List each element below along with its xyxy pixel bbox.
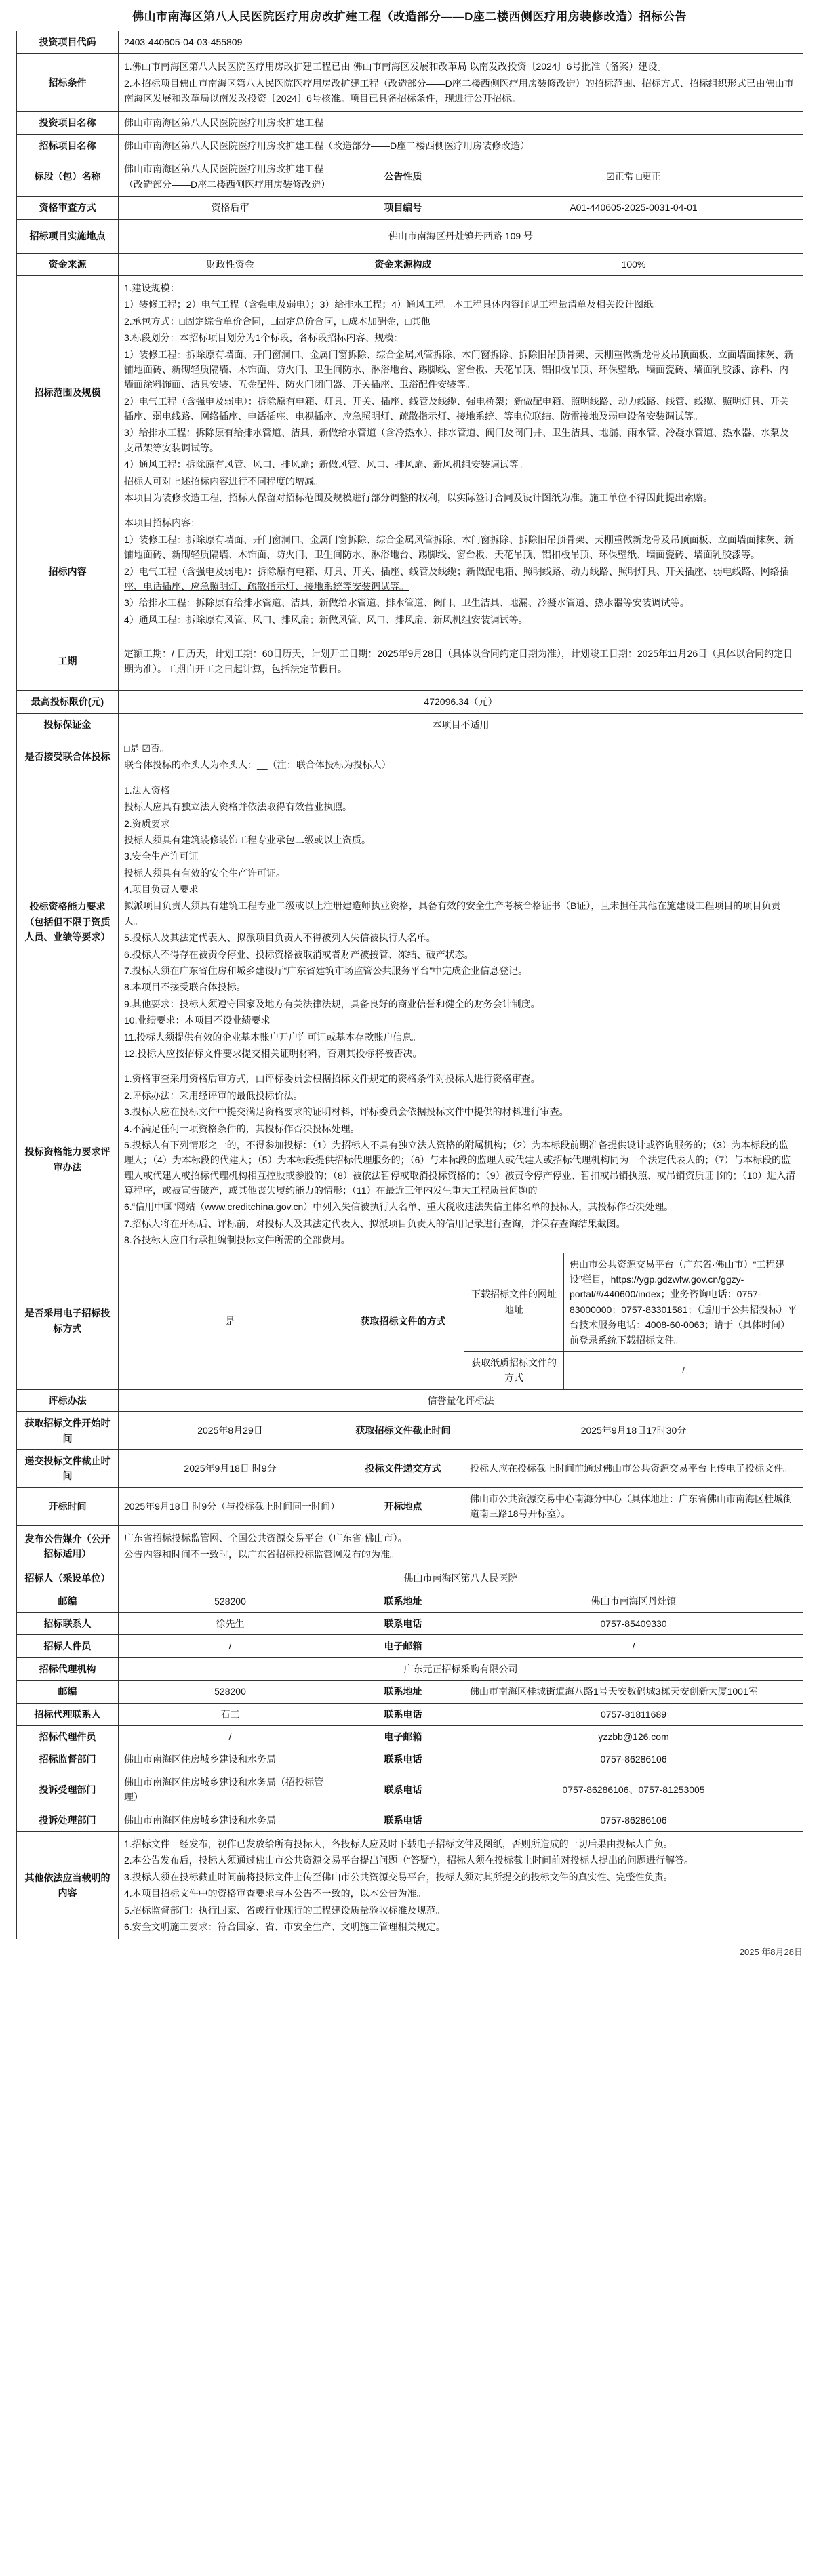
label-agency-person: 招标代理件员 (17, 1726, 119, 1748)
qualification-line: 6.投标人不得存在被责令停业、投标资格被取消或者财产被接管、冻结、破产状态。 (124, 948, 474, 960)
condition-line: 2.本招标项目佛山市南海区第八人民医院医疗用房改扩建工程（改造部分——D座二楼西侧医疗用房装修改造）的招标范围、招标方式、招标组织形式已由佛山市南海区发展和改革局以南发改投资〔2024〕6号核准。项目已具备招标条件，现进行公开招标。 (124, 77, 794, 104)
label-agency-contact: 招标代理联系人 (17, 1703, 119, 1725)
value-download-url[interactable]: 佛山市公共资源交易平台（广东省·佛山市）“工程建设”栏目，https://ygp.gdzwfw.gov.cn/ggzy-portal/#/440600/index；业务咨询电话：0757-83000000；0757-83301581；（适用于公共招投标）平台技术服务电话：4008-60-0063；请于（具体时间）前登录系统下载招标文件。 (570, 1258, 797, 1346)
row-tenderer (17, 1567, 803, 1590)
row-agency-address (17, 1681, 803, 1703)
requirement-line: 2.评标办法：采用经评审的最低投标价法。 (124, 1089, 303, 1101)
label-submit-method: 投标文件递交方式 (342, 1449, 464, 1487)
content-line: 1）装修工程：拆除原有墙面、开门窗洞口、金属门窗拆除、综合金属风管拆除、木门窗拆除、拆除旧吊顶骨架、天棚重做新龙骨及吊顶面板、立面墙面抹灰、新铺地面砖、新砌轻质隔墙、木饰面、防火门、卫生间防水、淋浴地台、踢脚线、窗台板、天花吊顶、铝扣板吊顶、环保壁纸、墙面瓷砖、墙面乳胶漆等。 (124, 534, 794, 561)
label-time-end: 获取招标文件截止时间 (342, 1412, 464, 1450)
download-subtable (464, 1253, 803, 1351)
label-complaint: 投诉受理部门 (17, 1771, 119, 1809)
requirement-line: 4.不满足任何一项资格条件的，其投标作否决投标处理。 (124, 1123, 360, 1134)
value-tenderer: 佛山市南海区第八人民医院 (119, 1567, 803, 1590)
qualification-line: 9.其他要求：投标人须遵守国家及地方有关法律法规，具备良好的商业信誉和健全的财务会计制度。 (124, 998, 540, 1009)
note-line: 2.本公告发布后，投标人须通过佛山市公共资源交易平台提出问题（“答疑”），招标人须在投标截止时间前对投标人提出的问题进行解答。 (124, 1855, 694, 1866)
value-tenderer-person: / (119, 1635, 342, 1657)
row-content (17, 510, 803, 632)
consortium-line: 联合体投标的牵头人为牵头人：__（注：联合体投标为投标人） (124, 759, 391, 771)
value-agency-postcode: 528200 (119, 1681, 342, 1703)
requirement-line: 1.资格审查采用资格后审方式，由评标委员会根据招标文件规定的资格条件对投标人进行资格审查。 (124, 1073, 540, 1085)
qualification-line: 4.项目负责人要求 (124, 884, 199, 895)
label-media: 发布公告媒介（公开招标适用） (17, 1525, 119, 1567)
qualification-line: 拟派项目负责人须具有建筑工程专业二级或以上注册建造师执业资格，具备有效的安全生产考核合格证书（B证），且未担任其他在施建设工程项目的项目负责人。 (124, 900, 781, 927)
row-tenderer-contact (17, 1613, 803, 1635)
value-agency-person: / (119, 1726, 342, 1748)
label-tenderer-phone: 联系电话 (342, 1613, 464, 1635)
consortium-line: □是 ☑否。 (124, 742, 169, 754)
label-tenderer-contact: 招标联系人 (17, 1613, 119, 1635)
row-tenderer-address (17, 1590, 803, 1612)
label-complaint-phone: 联系电话 (342, 1771, 464, 1809)
value-supervise: 佛山市南海区住房城乡建设和水务局 (119, 1748, 342, 1771)
requirement-line: 7.招标人将在开标后、评标前，对投标人及其法定代表人、拟派项目负责人的信用记录进行查询，并保存查询结果截图。 (124, 1217, 626, 1229)
label-location: 招标项目实施地点 (17, 219, 119, 253)
note-line: 1.招标文件一经发布，视作已发放给所有投标人，各投标人应及时下载电子招标文件及图纸，否则所造成的一切后果由投标人自负。 (124, 1838, 673, 1849)
row-agency-contact (17, 1703, 803, 1725)
value-complaint-phone: 0757-86286106、0757-81253005 (464, 1771, 803, 1809)
label-e-bid: 是否采用电子招标投标方式 (17, 1253, 119, 1389)
scope-line: 1）装修工程：拆除原有墙面、开门窗洞口、金属门窗拆除、综合金属风管拆除、木门窗拆除、拆除旧吊顶骨架、天棚重做新龙骨及吊顶面板、立面墙面抹灰、新铺地面砖、新砌轻质隔墙、木饰面、防火门、卫生间防水、淋浴地台、踢脚线、窗台板、天花吊顶、铝扣板吊顶、环保壁纸、墙面瓷砖、墙面乳胶漆、涂料、内墙面涂料饰面、洁具安装、五金配件、防火门闭门器、开关插座、卫浴配件安装等。 (124, 348, 794, 390)
qualification-line: 10.业绩要求：本项目不设业绩要求。 (124, 1015, 280, 1026)
qualification-line: 7.投标人须在广东省住房和城乡建设厅“广东省建筑市场监管公共服务平台”中完成企业信息登记。 (124, 965, 527, 977)
label-handle: 投诉处理部门 (17, 1809, 119, 1831)
scope-line: 4）通风工程：拆除原有风管、风口、排风扇；新做风管、风口、排风扇、新风机组安装调试等。 (124, 459, 528, 470)
label-tenderer-postcode: 邮编 (17, 1590, 119, 1612)
value-other-requirements (119, 1066, 803, 1253)
qualification-line: 8.本项目不接受联合体投标。 (124, 982, 246, 993)
requirement-line: 6.“信用中国”网站（www.creditchina.gov.cn）中列入失信被执行人名单、重大税收违法失信主体名单的投标人，其投标作否决处理。 (124, 1201, 674, 1213)
label-download-url: 下载招标文件的网址地址 (464, 1253, 564, 1351)
value-opening: 2025年9月18日 时9分（与投标截止时间同一时间） (119, 1487, 342, 1525)
label-consortium: 是否接受联合体投标 (17, 736, 119, 778)
label-agency: 招标代理机构 (17, 1657, 119, 1680)
value-location: 佛山市南海区丹灶镇丹西路 109 号 (119, 219, 803, 253)
label-scope: 招标范围及规模 (17, 275, 119, 510)
value-tenderer-postcode: 528200 (119, 1590, 342, 1612)
scope-line: 招标人可对上述招标内容进行不同程度的增减。 (124, 475, 323, 487)
scope-line: 1.建设规模： (124, 282, 180, 294)
row-duration (17, 632, 803, 691)
scope-line: 2）电气工程（含强电及弱电）：拆除原有电箱、灯具、开关、插座、线管及线缆、强电桥架；新做配电箱、照明线路、动力线路、线管、线缆、照明灯具、开关插座、弱电线路、网络插座、电话插座、电视插座、应急照明灯、疏散指示灯、接地系统、等电位联结、防雷接地及弱电设备安装调试等。 (124, 395, 789, 422)
download-cell (464, 1253, 803, 1351)
label-paper-file: 获取纸质招标文件的方式 (464, 1352, 564, 1389)
label-agency-email: 电子邮箱 (342, 1726, 464, 1748)
scope-line: 3）给排水工程：拆除原有给排水管道、洁具，新做给水管道（含冷热水）、排水管道、阀门及阀门井、卫生洁具、地漏、雨水管、冷凝水管道、热水器、水泵及支吊架等安装调试等。 (124, 427, 789, 454)
value-supervise-phone: 0757-86286106 (464, 1748, 803, 1771)
label-funding: 资金来源 (17, 253, 119, 275)
qualification-line: 1.法人资格 (124, 784, 170, 796)
label-opening: 开标时间 (17, 1487, 119, 1525)
label-nature: 公告性质 (342, 157, 464, 197)
row-media (17, 1525, 803, 1567)
value-duration: 定额工期：/ 日历天，计划工期：60日历天，计划开工日期：2025年9月28日（具体以合同约定日期为准），计划竣工日期：2025年11月26日（具体以合同约定日期为准）。工期自开工之日起计算，包括法定节假日。 (119, 632, 803, 691)
announcement-date: 2025 年8月28日 (739, 1947, 803, 1958)
label-agency-address: 联系地址 (342, 1681, 464, 1703)
label-tenderer-person: 招标人件员 (17, 1635, 119, 1657)
value-handle-phone: 0757-86286106 (464, 1809, 803, 1831)
value-project-code: 2403-440605-04-03-455809 (119, 31, 803, 54)
media-line: 公告内容和时间不一致时，以广东省招标投标监管网发布的为准。 (124, 1548, 399, 1560)
qualification-line: 投标人须具有有效的安全生产许可证。 (124, 867, 285, 879)
label-max-price: 最高投标限价(元) (17, 691, 119, 713)
label-duration: 工期 (17, 632, 119, 691)
value-bid-project-name: 佛山市南海区第八人民医院医疗用房改扩建工程（改造部分——D座二楼西侧医疗用房装修改造） (119, 134, 803, 157)
scope-line: 2.承包方式：□固定综合单价合同，□固定总价合同，□成本加酬金，□其他 (124, 315, 431, 327)
requirement-line: 8.各投标人应自行承担编制投标文件所需的全部费用。 (124, 1234, 351, 1246)
value-agency-address: 佛山市南海区桂城街道海八路1号天安数码城3栋天安创新大厦1001室 (464, 1681, 803, 1703)
label-project-name: 投资项目名称 (17, 112, 119, 134)
value-method: 资格后审 (119, 197, 342, 219)
label-file-method: 获取招标文件的方式 (342, 1253, 464, 1389)
value-complaint: 佛山市南海区住房城乡建设和水务局（招投标管理） (119, 1771, 342, 1809)
value-scope (119, 275, 803, 510)
label-other-requirements: 投标资格能力要求评审办法 (17, 1066, 119, 1253)
value-handle: 佛山市南海区住房城乡建设和水务局 (119, 1809, 342, 1831)
label-supervise: 招标监督部门 (17, 1748, 119, 1771)
row-complaint (17, 1771, 803, 1809)
value-nature: ☑正常 □更正 (464, 157, 803, 197)
row-handle (17, 1809, 803, 1831)
value-opening-place: 佛山市公共资源交易中心南海分中心（具体地址：广东省佛山市南海区桂城街道南三路18号开标室）。 (464, 1487, 803, 1525)
label-review-method: 评标办法 (17, 1389, 119, 1411)
label-tenderer: 招标人（采设单位） (17, 1567, 119, 1590)
content-line: 2）电气工程（含强电及弱电）：拆除原有电箱、灯具、开关、插座、线管及线缆；新做配电箱、照明线路、动力线路、照明灯具、开关插座、弱电线路、网络插座、电话插座、应急照明灯、疏散指示灯、接地系统等安装调试等。 (124, 565, 789, 592)
value-notes (119, 1831, 803, 1939)
row-consortium (17, 736, 803, 778)
media-line: 广东省招标投标监管网、全国公共资源交易平台（广东省·佛山市）。 (124, 1532, 407, 1544)
label-method: 资格审查方式 (17, 197, 119, 219)
row-bid-deadline (17, 1449, 803, 1487)
row-other-requirements (17, 1066, 803, 1253)
requirement-line: 3.投标人应在投标文件中提交满足资格要求的证明材料，评标委员会依据投标文件中提供的材料进行审查。 (124, 1106, 569, 1118)
scope-line: 3.标段划分：本招标项目划分为1个标段，各标段招标内容、规模： (124, 332, 403, 344)
content-line: 本项目招标内容： (124, 517, 200, 529)
value-tenderer-phone: 0757-85409330 (464, 1613, 803, 1635)
row-method (17, 197, 803, 219)
value-max-price: 472096.34（元） (119, 691, 803, 713)
label-project-number: 项目编号 (342, 197, 464, 219)
requirement-line: 5.投标人有下列情形之一的，不得参加投标：（1）为招标人不具有独立法人资格的附属机构；（2）为本标段前期准备提供设计或咨询服务的；（3）为本标段的监理人；（4）为本标段的代建人；（5）为本标段提供招标代理服务的；（6）与本标段的监理人或代建人或招标代理机构同为一个法定代表人的；（7）与本标段的监理人或代建人或招标代理机构相互控股或参股的；（8）被依法暂停或取消投标资格的；（9）被责令停产停业、暂扣或吊销执照、或吊销资质证书的；（10）进入清算程序，或被宣告破产，或其他丧失履约能力的情形；（11）在最近三年内发生重大工程质量问题的。 (124, 1139, 796, 1196)
qualification-line: 投标人应具有独立法人资格并依法取得有效营业执照。 (124, 801, 352, 813)
row-qualification (17, 778, 803, 1066)
row-guarantee (17, 713, 803, 736)
label-qualification: 投标资格能力要求（包括但不限于资质人员、业绩等要求） (17, 778, 119, 1066)
row-section-name (17, 157, 803, 197)
note-line: 4.本项目招标文件中的资格审查要求与本公告不一致的，以本公告为准。 (124, 1888, 426, 1899)
value-content (119, 510, 803, 632)
label-bid-deadline: 递交投标文件截止时间 (17, 1449, 119, 1487)
label-bid-project-name: 招标项目名称 (17, 134, 119, 157)
row-e-bid (17, 1253, 803, 1351)
paper-cell (464, 1352, 803, 1390)
note-line: 6.安全文明施工要求：符合国家、省、市安全生产、文明施工管理相关规定。 (124, 1920, 445, 1932)
row-supervise (17, 1748, 803, 1771)
label-tenderer-address: 联系地址 (342, 1590, 464, 1612)
label-agency-phone: 联系电话 (342, 1703, 464, 1725)
label-supervise-phone: 联系电话 (342, 1748, 464, 1771)
row-time-start (17, 1412, 803, 1450)
row-max-price (17, 691, 803, 713)
value-agency: 广东元正招标采购有限公司 (119, 1657, 803, 1680)
value-tenderer-contact: 徐先生 (119, 1613, 342, 1635)
row-bidding-conditions (17, 54, 803, 112)
label-bidding-conditions: 招标条件 (17, 54, 119, 112)
announcement-page (16, 0, 803, 1958)
qualification-line: 2.资质要求 (124, 818, 170, 829)
row-bid-project-name (17, 134, 803, 157)
announcement-table (16, 31, 803, 1939)
label-section-name: 标段（包）名称 (17, 157, 119, 197)
row-project-code (17, 31, 803, 54)
value-project-number: A01-440605-2025-0031-04-01 (464, 197, 803, 219)
label-guarantee: 投标保证金 (17, 713, 119, 736)
value-paper-file: / (682, 1365, 685, 1376)
value-bidding-conditions (119, 54, 803, 112)
qualification-line: 投标人须具有建筑装修装饰工程专业承包二级或以上资质。 (124, 834, 371, 845)
label-handle-phone: 联系电话 (342, 1809, 464, 1831)
label-content: 招标内容 (17, 510, 119, 632)
value-tenderer-email: / (464, 1635, 803, 1657)
scope-line: 本项目为装修改造工程，招标人保留对招标范围及规模进行部分调整的权利，以实际签订合同及设计图纸为准。施工单位不得因此提出索赔。 (124, 492, 713, 504)
scope-line: 1）装修工程；2）电气工程（含强电及弱电）；3）给排水工程；4）通风工程。本工程具体内容详见工程量清单及相关设计图纸。 (124, 299, 663, 310)
value-tenderer-address: 佛山市南海区丹灶镇 (464, 1590, 803, 1612)
note-line: 5.招标监督部门：执行国家、省或行业现行的工程建设质量验收标准及规范。 (124, 1904, 445, 1916)
value-e-bid: 是 (119, 1253, 342, 1389)
note-line: 3.投标人须在投标截止时间前将投标文件上传至佛山市公共资源交易平台，投标人须对其所提交的投标文件的真实性、完整性负责。 (124, 1871, 673, 1883)
row-agency-person (17, 1726, 803, 1748)
page-title: 佛山市南海区第八人民医院医疗用房改扩建工程（改造部分——D座二楼西侧医疗用房装修改造）招标公告 (132, 10, 687, 23)
value-agency-contact: 石工 (119, 1703, 342, 1725)
label-time-start: 获取招标文件开始时间 (17, 1412, 119, 1450)
row-tenderer-person (17, 1635, 803, 1657)
value-time-start: 2025年8月29日 (119, 1412, 342, 1450)
value-agency-email[interactable]: yzzbb@126.com (464, 1726, 803, 1748)
value-submit-method: 投标人应在投标截止时间前通过佛山市公共资源交易平台上传电子投标文件。 (464, 1449, 803, 1487)
row-opening (17, 1487, 803, 1525)
content-line: 3）给排水工程：拆除原有给排水管道、洁具，新做给水管道、排水管道、阀门、卫生洁具、地漏、冷凝水管道、热水器等安装调试等。 (124, 597, 690, 609)
value-guarantee: 本项目不适用 (119, 713, 803, 736)
value-consortium (119, 736, 803, 778)
paper-subtable (464, 1352, 803, 1389)
value-media (119, 1525, 803, 1567)
row-funding (17, 253, 803, 275)
value-funding: 财政性资金 (119, 253, 342, 275)
qualification-line: 12.投标人应按招标文件要求提交相关证明材料，否则其投标将被否决。 (124, 1047, 422, 1059)
label-notes: 其他依法应当载明的内容 (17, 1831, 119, 1939)
value-project-name: 佛山市南海区第八人民医院医疗用房改扩建工程 (119, 112, 803, 134)
row-agency (17, 1657, 803, 1680)
condition-line: 1.佛山市南海区第八人民医院医疗用房改扩建工程已由 佛山市南海区发展和改革局 以南发改投资〔2024〕6号批准（备案）建设。 (124, 61, 667, 73)
content-line: 4）通风工程：拆除原有风管、风口、排风扇；新做风管、风口、排风扇、新风机组安装调试等。 (124, 613, 528, 625)
value-qualification (119, 778, 803, 1066)
label-funding-ratio: 资金来源构成 (342, 253, 464, 275)
value-review-method: 信誉量化评标法 (119, 1389, 803, 1411)
label-opening-place: 开标地点 (342, 1487, 464, 1525)
label-tenderer-email: 电子邮箱 (342, 1635, 464, 1657)
label-project-code: 投资项目代码 (17, 31, 119, 54)
row-location (17, 219, 803, 253)
value-funding-ratio: 100% (464, 253, 803, 275)
value-bid-deadline: 2025年9月18日 时9分 (119, 1449, 342, 1487)
row-scope (17, 275, 803, 510)
qualification-line: 5.投标人及其法定代表人、拟派项目负责人不得被列入失信被执行人名单。 (124, 932, 436, 944)
qualification-line: 11.投标人须提供有效的企业基本账户开户许可证或基本存款账户信息。 (124, 1031, 422, 1043)
value-agency-phone: 0757-81811689 (464, 1703, 803, 1725)
row-project-name (17, 112, 803, 134)
value-time-end: 2025年9月18日17时30分 (464, 1412, 803, 1450)
qualification-line: 3.安全生产许可证 (124, 851, 199, 862)
label-agency-postcode: 邮编 (17, 1681, 119, 1703)
row-notes (17, 1831, 803, 1939)
value-section-name: 佛山市南海区第八人民医院医疗用房改扩建工程（改造部分——D座二楼西侧医疗用房装修改造） (119, 157, 342, 197)
row-review-method (17, 1389, 803, 1411)
